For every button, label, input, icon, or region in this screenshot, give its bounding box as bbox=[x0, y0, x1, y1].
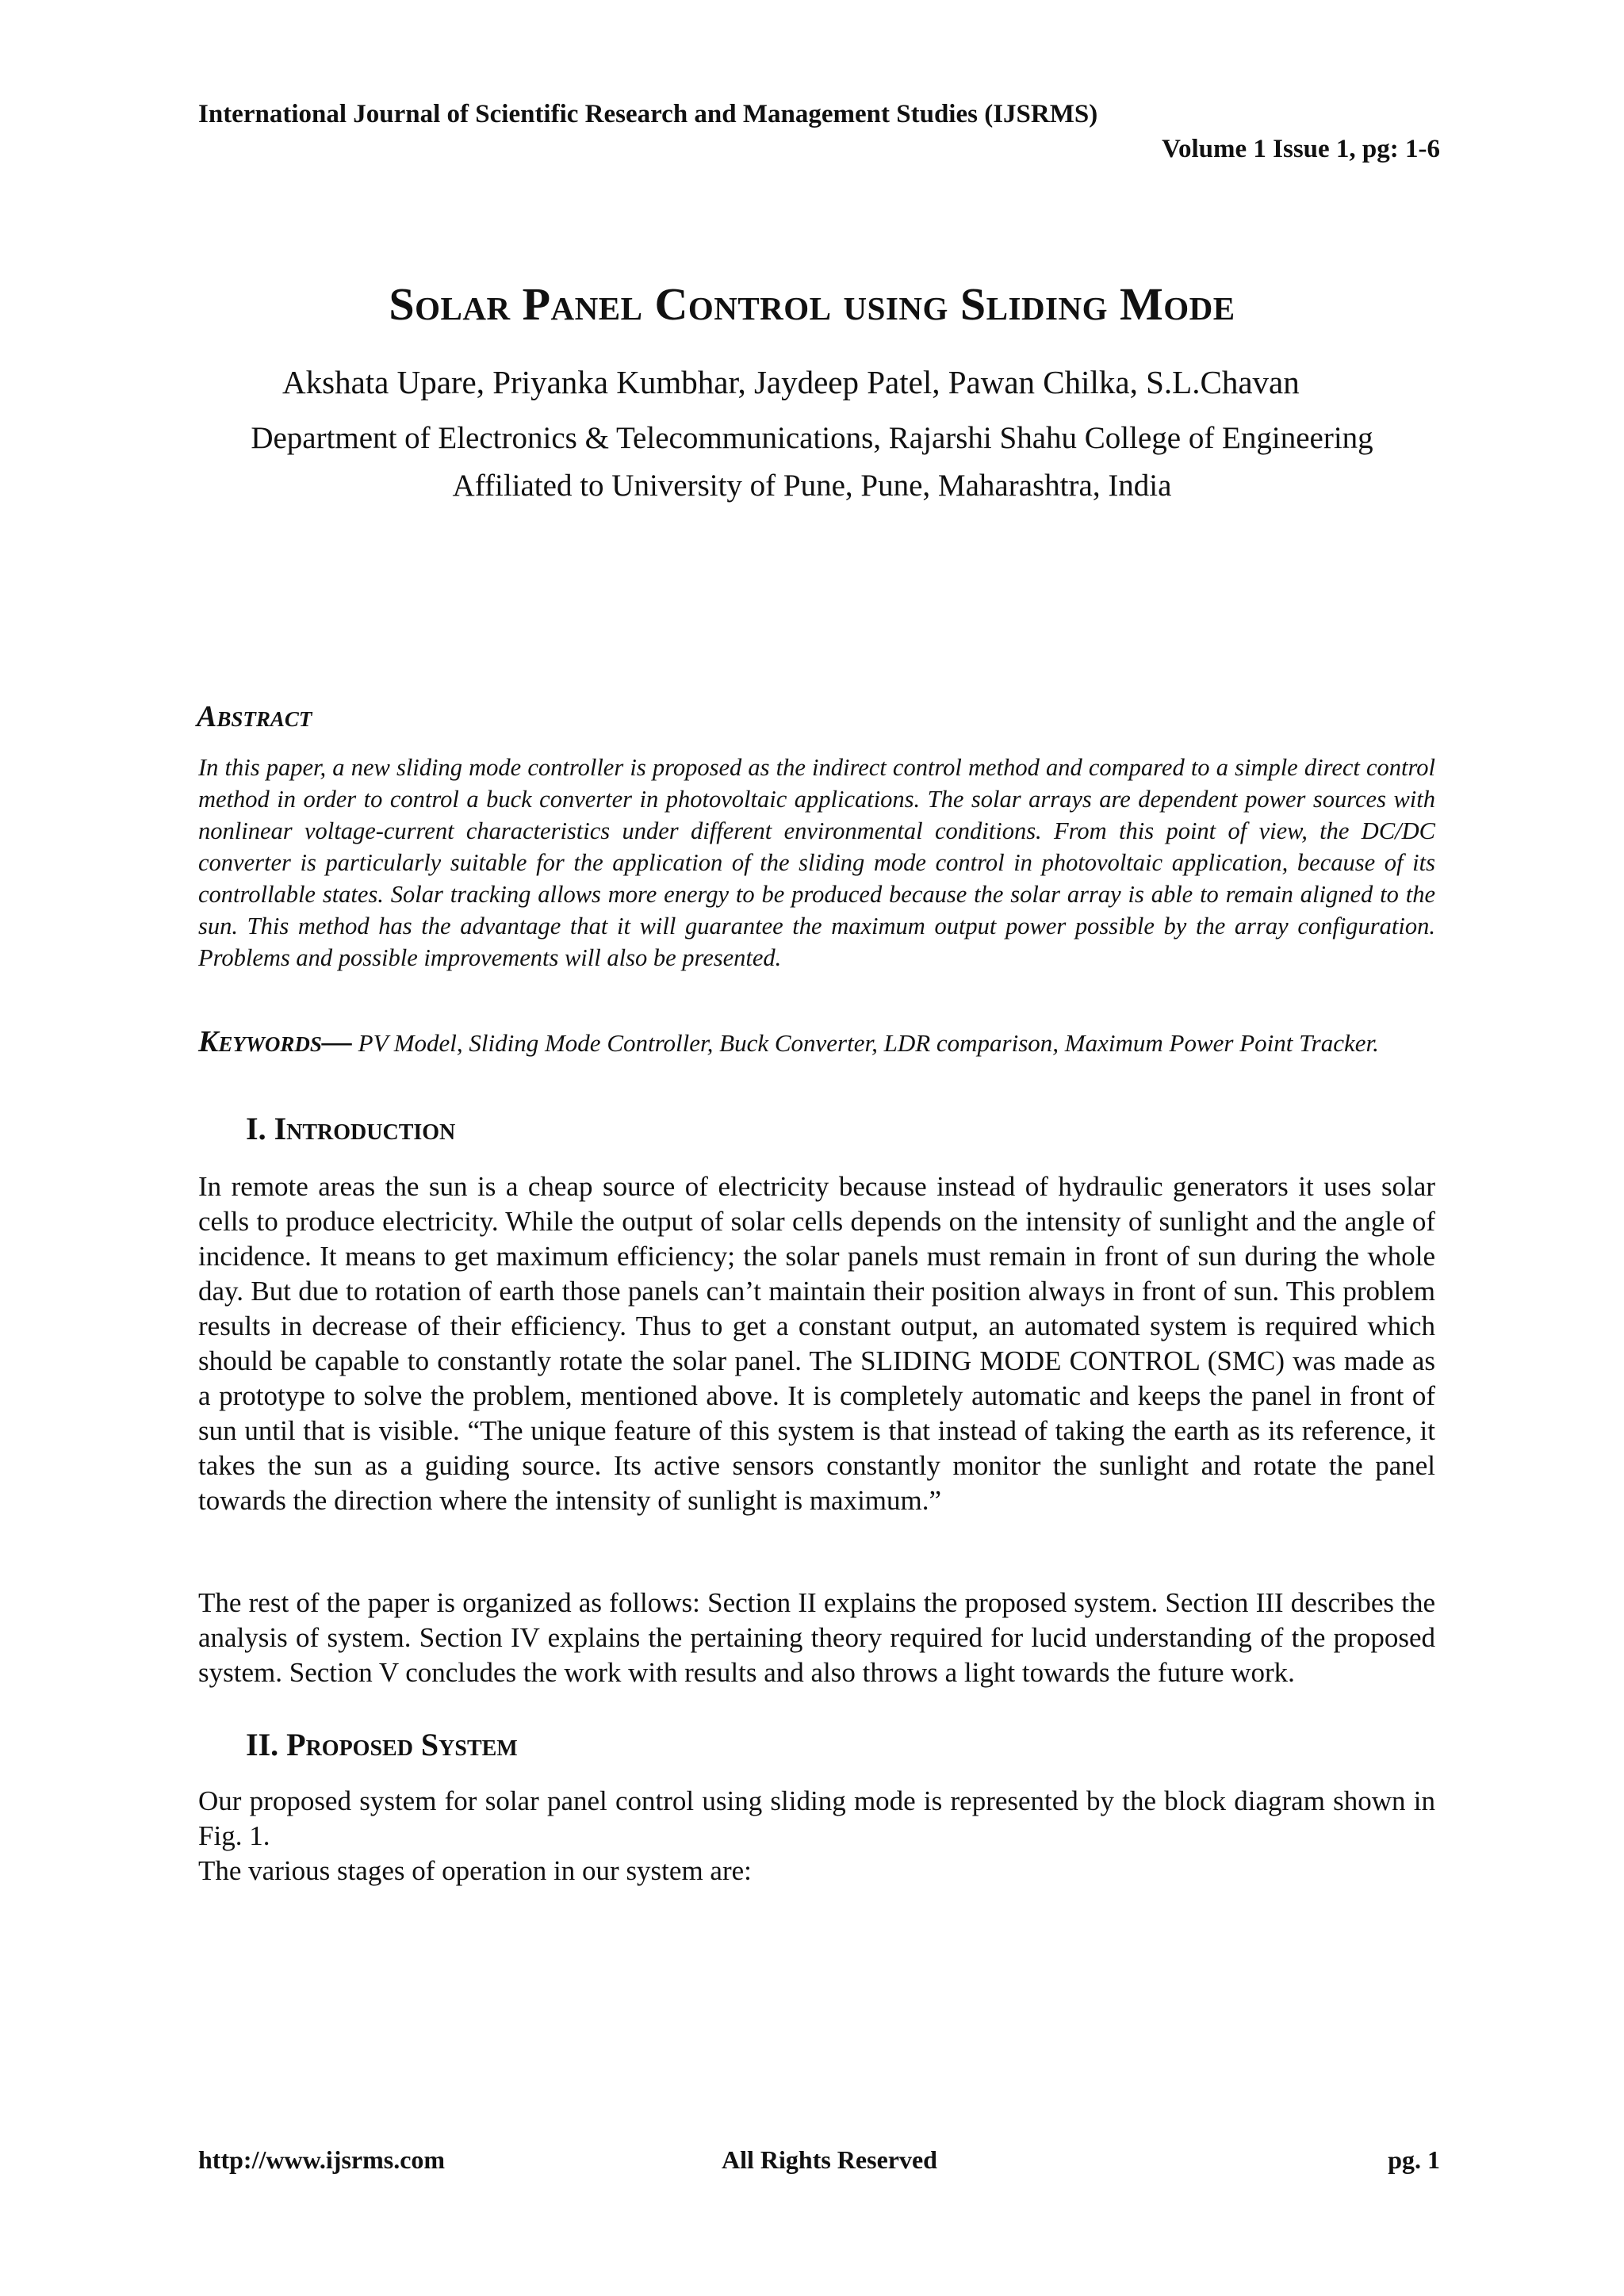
introduction-paragraph-1: In remote areas the sun is a cheap source of electricity because instead of hydraulic generators it uses solar cells to produce electricity. While the output of solar cells depends on the intensity of sunlight and the angle of incidence. It means to get maximum efficiency; the solar panels must remain in front of sun during the whole day. But due to rotation of earth those panels can’t maintain their position always in front of sun. This problem results in decrease of their efficiency. Thus to get a constant output, an automated system is required which should be capable to constantly rotate the solar panel. The SLIDING MODE CONTROL (SMC) was made as a prototype to solve the problem, mentioned above. It is completely automatic and keeps the panel in front of sun until that is visible. “The unique feature of this system is that instead of taking the earth as its reference, it takes the sun as a guiding source. Its active sensors constantly monitor the sunlight and rotate the panel towards the direction where the intensity of sunlight is maximum.” bbox=[198, 1171, 1435, 1516]
footer-page-number: pg. 1 bbox=[1388, 2145, 1440, 2174]
author-list: Akshata Upare, Priyanka Kumbhar, Jaydeep Patel, Pawan Chilka, S.L.Chavan bbox=[282, 364, 1300, 400]
keywords-block bbox=[198, 1026, 1435, 1059]
affiliation-university: Affiliated to University of Pune, Pune, Maharashtra, India bbox=[452, 469, 1172, 503]
proposed-system-paragraph-2: The various stages of operation in our system are: bbox=[198, 1855, 752, 1886]
affiliation-department: Department of Electronics & Telecommunications, Rajarshi Shahu College of Engineering bbox=[251, 421, 1373, 455]
paper-title: Solar Panel Control using Sliding Mode bbox=[389, 278, 1235, 330]
keywords-text: PV Model, Sliding Mode Controller, Buck Converter, LDR comparison, Maximum Power Point Tracker. bbox=[351, 1029, 1379, 1057]
footer-website: http://www.ijsrms.com bbox=[198, 2145, 446, 2174]
abstract-heading: Abstract bbox=[197, 700, 312, 733]
footer-rights: All Rights Reserved bbox=[722, 2145, 937, 2174]
keywords-label: Keywords— bbox=[198, 1025, 352, 1058]
volume-info: Volume 1 Issue 1, pg: 1-6 bbox=[1162, 135, 1440, 163]
abstract-text: In this paper, a new sliding mode controller is proposed as the indirect control method and compared to a simple direct control method in order to control a buck converter in photovoltaic applications. The solar arrays are dependent power sources with nonlinear voltage-current characteristics under different environmental conditions. From this point of view, the DC/DC converter is particularly suitable for the application of the sliding mode control in photovoltaic application, because of its controllable states. Solar tracking allows more energy to be produced because the solar array is able to remain aligned to the sun. This method has the advantage that it will guarantee the maximum output power possible by the array configuration. Problems and possible improvements will also be presented. bbox=[198, 754, 1435, 971]
proposed-system-paragraph-1: Our proposed system for solar panel control using sliding mode is represented by the block diagram shown in Fig. 1. bbox=[198, 1785, 1435, 1851]
journal-name: International Journal of Scientific Research and Management Studies (IJSRMS) bbox=[198, 100, 1098, 128]
introduction-heading: I. Introduction bbox=[246, 1111, 456, 1146]
introduction-paragraph-2: The rest of the paper is organized as follows: Section II explains the proposed system. Section III describes the analysis of system. Section IV explains the pertaining theory required for lucid understanding of the proposed system. Section V concludes the work with results and also throws a light towards the future work. bbox=[198, 1587, 1435, 1688]
proposed-system-heading: II. Proposed System bbox=[246, 1727, 518, 1762]
